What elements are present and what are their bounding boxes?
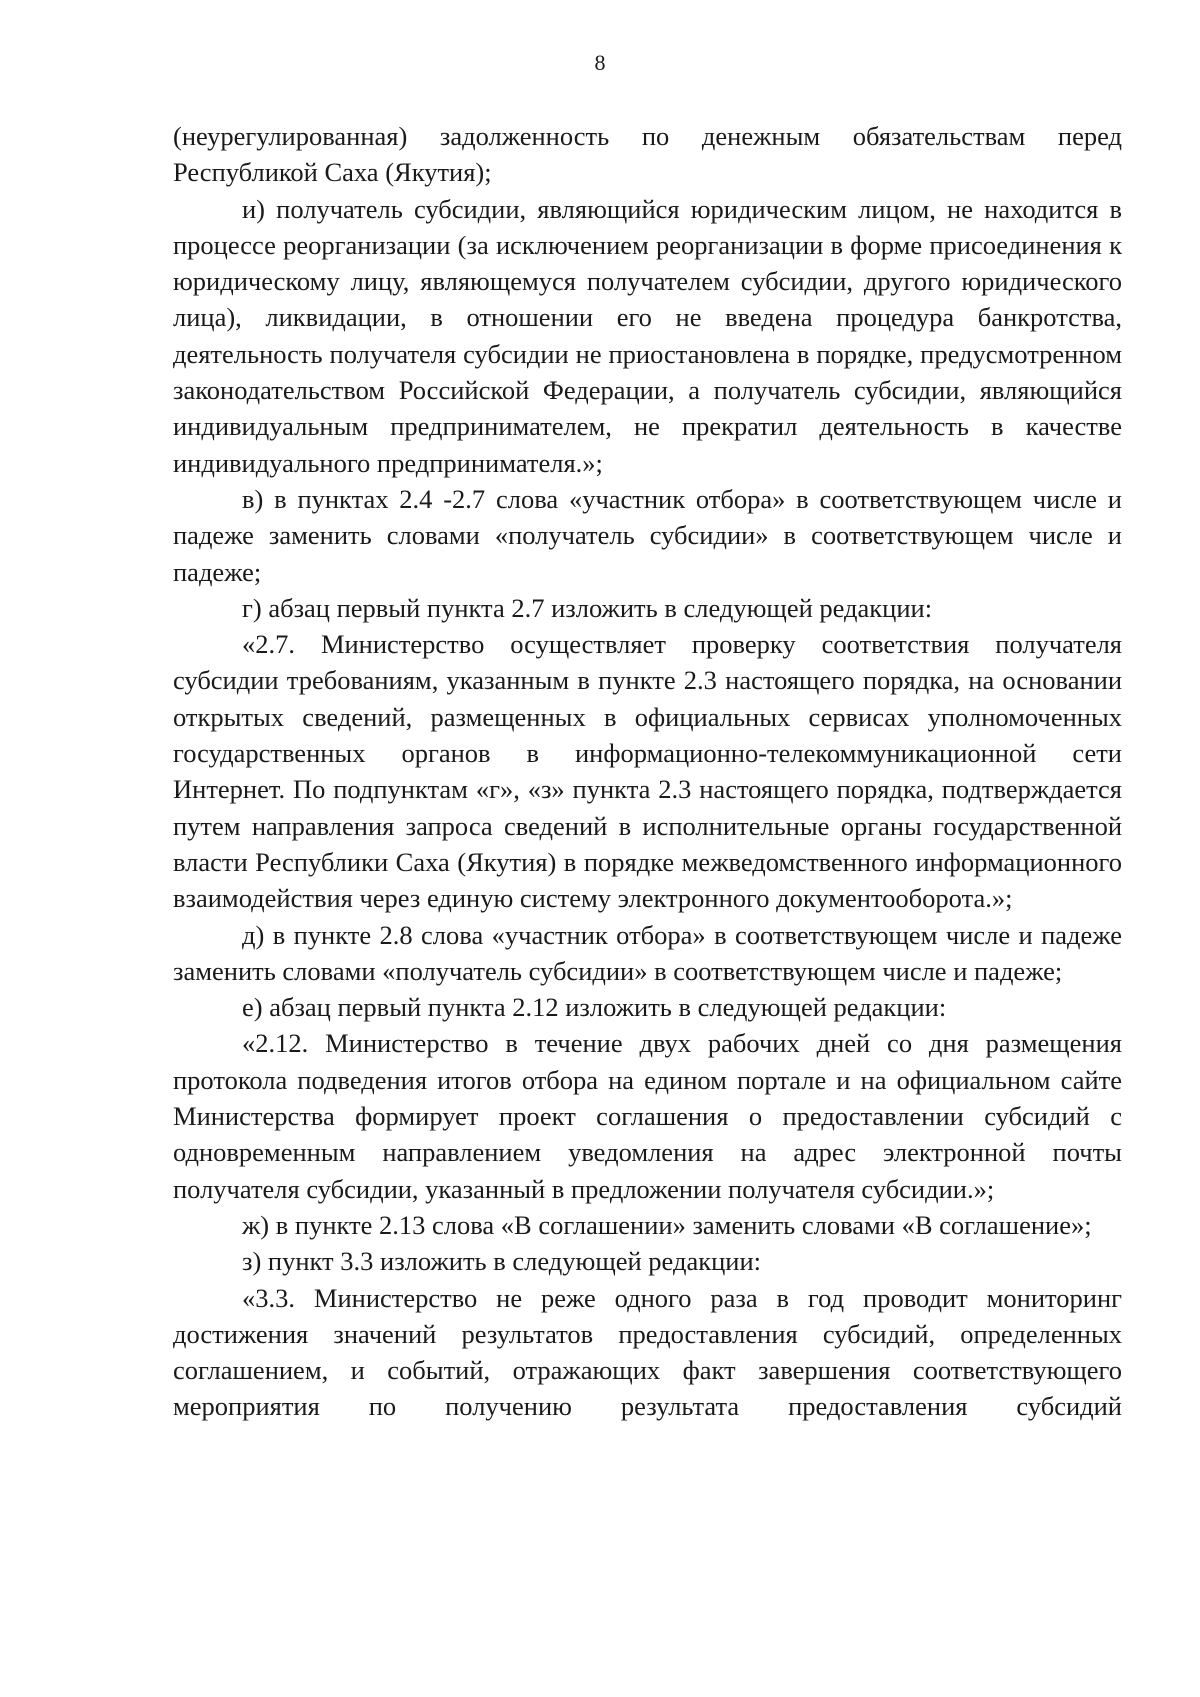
paragraph-item-g: г) абзац первый пункта 2.7 изложить в следующей редакции:: [242, 592, 933, 623]
paragraph-item-i: и) получатель субсидии, являющийся юридическим лицом, не находится в процессе реорганизации (за исключением реорганизации в форме присоединения к юридическому лицу, являющемуся получателем субсидии, другого юридического лица), ликвидации, в отношении его не введена процедура банкротства, деятельность получателя субсидии не приостановлена в порядке, предусмотренном законодательством Российской Федерации, а получатель субсидии, являющийся индивидуальным предпринимателем, не прекратил деятельность в качестве индивидуального предпринимателя.»;: [173, 193, 1122, 478]
page-number: 8: [594, 50, 606, 75]
paragraph-item-zh: ж) в пункте 2.13 слова «В соглашении» заменить словами «В соглашение»;: [242, 1209, 1092, 1240]
paragraph-clause-2-7: «2.7. Министерство осуществляет проверку соответствия получателя субсидии требованиям, указанным в пункте 2.3 настоящего порядка, на основании открытых сведений, размещенных в официальных сервисах уполномоченных государственных органов в информационно-телекоммуникационной сети Интернет. По подпунктам «г», «з» пункта 2.3 настоящего порядка, подтверждается путем направления запроса сведений в исполнительные органы государственной власти Республики Саха (Якутия) в порядке межведомственного информационного взаимодействия через единую систему электронного документооборота.»;: [173, 629, 1122, 914]
paragraph-item-v: в) в пунктах 2.4 -2.7 слова «участник отбора» в соответствующем числе и падеже заменить словами «получатель субсидии» в соответствующем числе и падеже;: [173, 483, 1122, 587]
paragraph-clause-3-3: «3.3. Министерство не реже одного раза в год проводит мониторинг достижения значений результатов предоставления субсидий, определенных соглашением, и событий, отражающих факт завершения соответствующего мероприятия по получению результата предоставления субсидий: [173, 1282, 1122, 1422]
paragraph-item-e: е) абзац первый пункта 2.12 изложить в следующей редакции:: [242, 992, 947, 1023]
paragraph-item-z: з) пункт 3.3 изложить в следующей редакции:: [242, 1246, 761, 1277]
paragraph-clause-2-12: «2.12. Министерство в течение двух рабочих дней со дня размещения протокола подведения итогов отбора на едином портале и на официальном сайте Министерства формирует проект соглашения о предоставлении субсидий с одновременным направлением уведомления на адрес электронной почты получателя субсидии, указанный в предложении получателя субсидии.»;: [173, 1028, 1122, 1204]
document-body: [173, 118, 1122, 1425]
paragraph-debt-continuation: (неурегулированная) задолженность по денежным обязательствам перед Республикой Саха (Якутия);: [173, 121, 1122, 188]
paragraph-item-d: д) в пункте 2.8 слова «участник отбора» в соответствующем числе и падеже заменить словами «получатель субсидии» в соответствующем числе и падеже;: [173, 919, 1122, 986]
